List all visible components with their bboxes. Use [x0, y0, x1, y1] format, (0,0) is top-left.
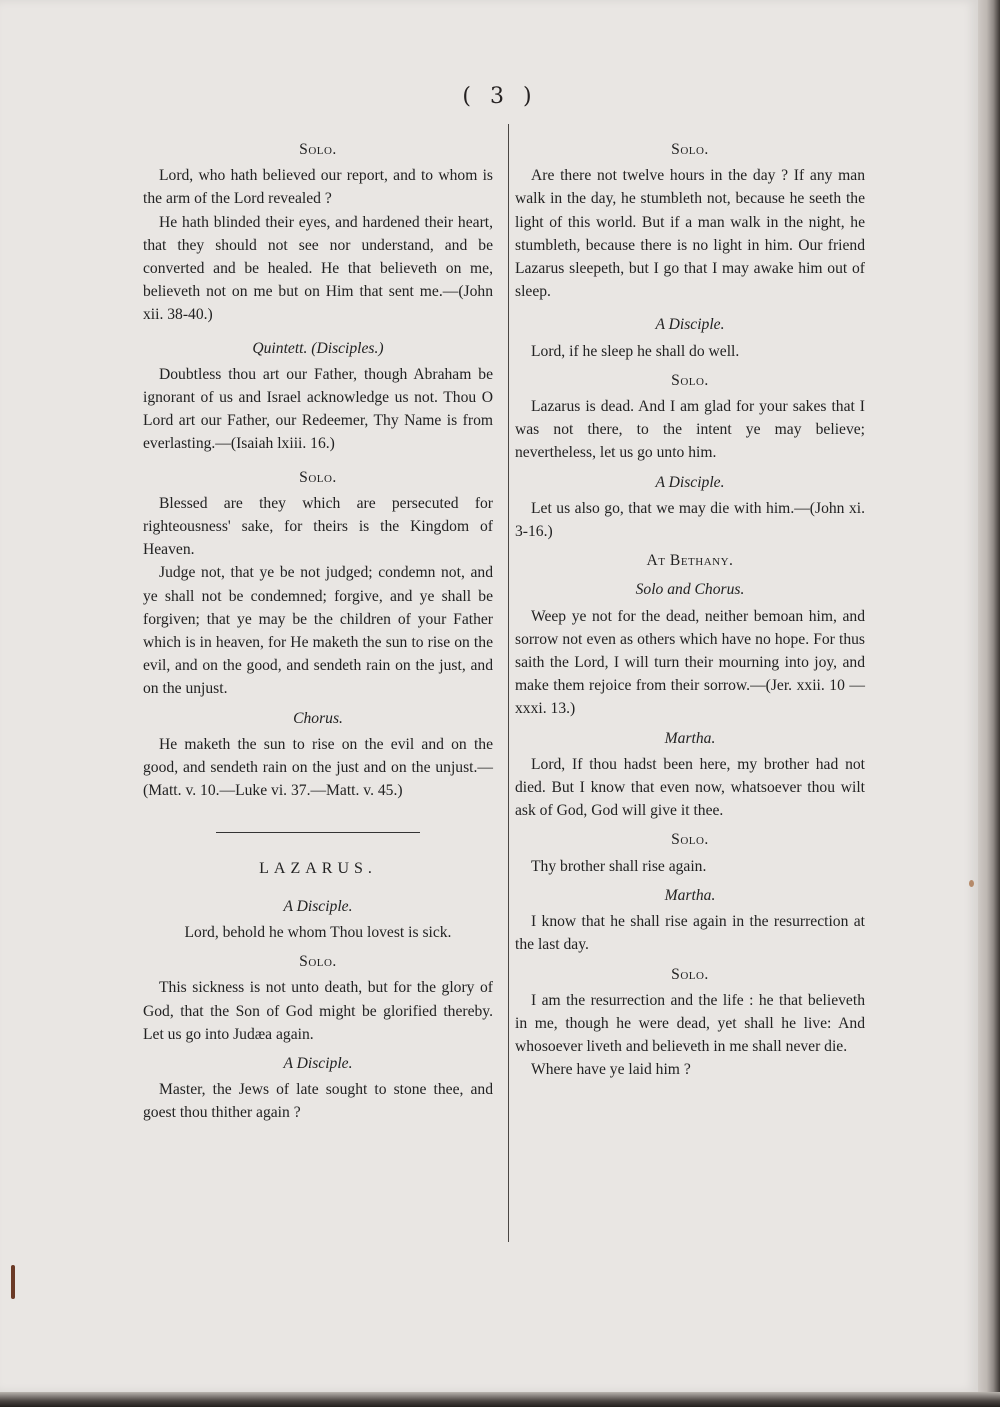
paragraph: Where have ye laid him ?	[531, 1061, 691, 1079]
paragraph: Weep ye not for the dead, neither bemoan him, and sorrow not even as others which have no hope. For thus saith the Lord, I will turn their mourning into joy, and make them rejoice from their sorrow.—(Jer. xxii. 10 —xxxi. 13.)	[515, 607, 865, 718]
paragraph: I am the resurrection and the life : he that believeth in me, though he were dead, yet shall he live: And whosoever liveth and believeth in me shall never die.	[515, 991, 865, 1056]
left-column	[143, 132, 493, 1125]
heading-disciple: A Disciple.	[283, 1054, 353, 1072]
page-bottom-edge	[0, 1392, 1000, 1407]
heading-chorus: Chorus.	[293, 709, 343, 727]
heading-solo: Solo.	[299, 141, 337, 158]
heading-solo: Solo.	[671, 831, 709, 849]
paragraph: Let us also go, that we may die with him.—(John xi. 3-16.)	[515, 499, 865, 541]
section-title: LAZARUS.	[259, 860, 377, 878]
heading-martha: Martha.	[664, 729, 716, 747]
paper-spot	[969, 880, 974, 887]
heading-disciple: A Disciple.	[655, 316, 725, 334]
paragraph: Thy brother shall rise again.	[531, 857, 707, 875]
paragraph: Are there not twelve hours in the day ? If any man walk in the day, he stumbleth not, because he seeth the light of this world. But if a man walk in the night, he stumbleth, because there is no light in him. Our friend Lazarus sleepeth, but I go that I may awake him out of sleep.	[515, 167, 865, 301]
heading-solo: Solo.	[299, 953, 337, 971]
paragraph: Lord, if he sleep he shall do well.	[531, 342, 740, 360]
paragraph: I know that he shall rise again in the resurrection at the last day.	[515, 913, 865, 954]
heading-solo-and-chorus: Solo and Chorus.	[635, 581, 745, 599]
heading-martha: Martha.	[664, 886, 716, 904]
heading-at-bethany: At Bethany.	[646, 552, 734, 570]
paragraph: Lazarus is dead. And I am glad for your sakes that I was not there, to the intent ye may believe; nevertheless, let us go unto him.	[515, 398, 865, 462]
right-column	[515, 132, 865, 1082]
page-number: ( 3 )	[462, 84, 538, 109]
paragraph: Doubtless thou art our Father, though Abraham be ignorant of us and Israel acknowledge us not. Thou O Lord art our Father, our Redeemer, Thy Name is from everlasting.—(Isaiah lxiii. 16.)	[143, 365, 493, 453]
paragraph: Lord, behold he whom Thou lovest is sick.	[184, 923, 452, 941]
section-rule	[216, 832, 420, 833]
paragraph: He hath blinded their eyes, and hardened their heart, that they should not see nor understand, and be converted and be healed. He that believeth on me, believeth not on me but on Him that sent me.—(John xii. 38-40.)	[143, 213, 493, 324]
paragraph: He maketh the sun to rise on the evil and on the good, and sendeth rain on the just and on the unjust.—(Matt. v. 10.—Luke vi. 37.—Matt. v. 45.)	[143, 735, 493, 800]
heading-solo: Solo.	[671, 371, 709, 389]
heading-disciple: A Disciple.	[283, 897, 353, 915]
paragraph: Blessed are they which are persecuted for righteousness' sake, for theirs is the Kingdom of Heaven.	[143, 494, 493, 559]
heading-quintett: Quintett. (Disciples.)	[252, 339, 384, 357]
heading-disciple: A Disciple.	[655, 473, 725, 491]
heading-solo: Solo.	[299, 468, 337, 486]
paragraph: Judge not, that ye be not judged; condemn not, and ye shall not be condemned; forgive, and ye shall be forgiven; that ye may be the children of your Father which is in heaven, for He maketh the sun to rise on the evil, and on the good, and sendeth rain on the just, and on the unjust.	[143, 564, 493, 698]
paper-mark	[11, 1265, 15, 1299]
paragraph: Master, the Jews of late sought to stone thee, and goest thou thither again ?	[143, 1081, 493, 1122]
paragraph: This sickness is not unto death, but for the glory of God, that the Son of God might be glorified thereby. Let us go into Judæa again.	[143, 979, 493, 1043]
paragraph: Lord, who hath believed our report, and to whom is the arm of the Lord revealed ?	[143, 167, 493, 208]
heading-solo: Solo.	[671, 965, 709, 983]
heading-solo: Solo.	[671, 141, 709, 158]
column-divider	[508, 124, 509, 1242]
page-edge	[978, 0, 1000, 1407]
paragraph: Lord, If thou hadst been here, my brother had not died. But I know that even now, whatsoever thou wilt ask of God, God will give it thee.	[515, 755, 865, 820]
